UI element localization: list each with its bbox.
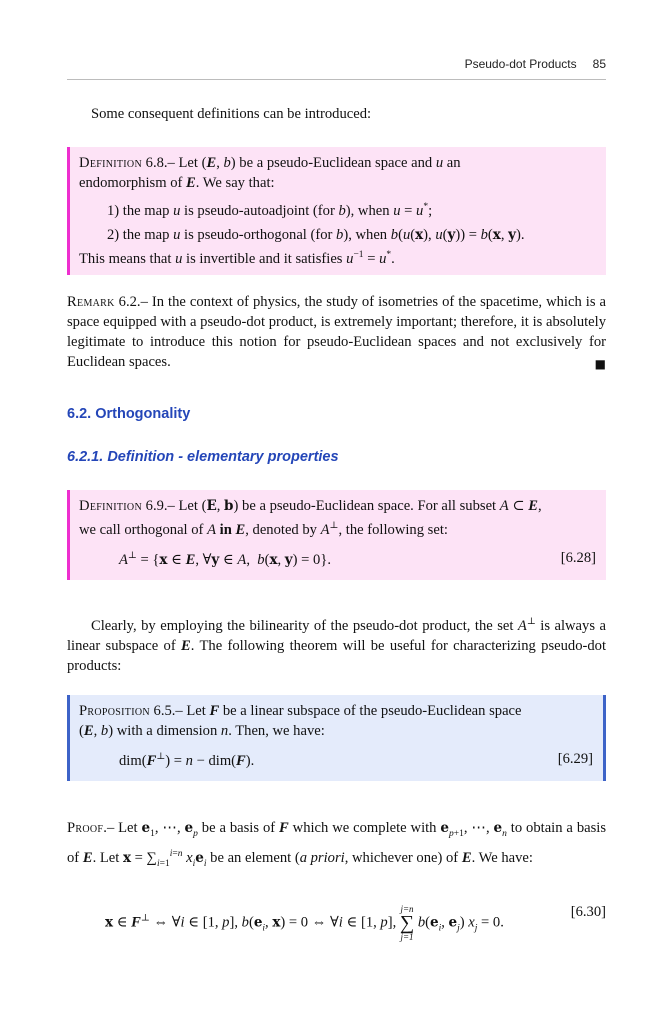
definition-line2-end: . We say that: — [195, 175, 275, 191]
proof-p6: be an element ( — [210, 849, 300, 866]
proposition-line1: Proposition 6.5.– Let F be a linear subspace of the pseudo-Euclidean space — [79, 703, 522, 719]
summation-symbol: j=n ∑ j=1 — [399, 904, 415, 942]
definition-text: be a pseudo-Euclidean space and — [239, 155, 433, 171]
proof-label: Proof — [67, 820, 104, 836]
definition-number: 6.8.– Let — [145, 155, 198, 171]
def69-part2d: , the following set: — [338, 521, 448, 538]
equation-6-28-formula: A⊥ = {x ∈ E, ∀y ∈ A, b(x, y) = 0}. — [119, 550, 331, 568]
proof-p4: basis of — [67, 820, 606, 866]
proof-a-priori: a priori — [299, 849, 345, 866]
definition-label: Definition — [79, 498, 142, 514]
prop-part3: . Then, we have: — [228, 723, 325, 739]
definition-6-8-last: This means that u is invertible and it satisfies $u^{-1} = u^*$. — [79, 249, 395, 267]
proof-p8: . We have: — [471, 849, 533, 866]
definition-6-8-line1: Definition 6.8.– Let (E, b) be a pseudo-Euclidean space and u an — [79, 155, 461, 171]
remark-6-2 — [67, 292, 606, 374]
proof-p2: which we complete with — [292, 820, 437, 836]
qed-square-icon: ■ — [594, 357, 606, 371]
clearly-p1: Clearly, by employing the bilinearity of the pseudo-dot product, the set — [91, 617, 514, 634]
definition-label: Definition — [79, 155, 142, 171]
proof-p7: , whichever one) of — [344, 849, 459, 866]
definition-6-9-box — [67, 490, 606, 580]
means-prefix: This means that — [79, 250, 172, 267]
item2-prefix: 2) the map — [107, 226, 170, 243]
def69-part2b: in — [219, 521, 232, 538]
prop-part2: with a dimension — [116, 723, 218, 739]
means-mid: is invertible and it satisfies — [186, 250, 343, 267]
proof-paragraph: Proof.– Let $e_1$, ⋯, $e_p$ be a basis of F which we complete with $e_{p+1}$, ⋯, $e_n$ to obtain a basis of E. Let $x = \sum_{i=1}^{i=n}$ $x_ie_i$ be an element (a priori, whichever one) of E. We have: — [67, 820, 606, 869]
paragraph-clearly: Clearly, by employing the bilinearity of the pseudo-dot product, the set A⊥ is always a linear subspace of E. The following theorem will be useful for characterizing pseudo-dot products: — [67, 617, 606, 674]
item1-when: ), when — [345, 202, 390, 219]
def69-part2: we call orthogonal of — [79, 521, 204, 538]
proposition-label: Proposition — [79, 703, 150, 719]
subsection-heading — [67, 449, 339, 465]
clearly-p2: is always a linear subspace of — [67, 617, 606, 654]
def69-part2c: , denoted by — [245, 521, 317, 538]
remark-number: 6.2.– — [118, 294, 148, 310]
running-title: Pseudo-dot Products — [464, 57, 577, 71]
running-header — [67, 57, 606, 80]
proposition-line2: (E, b) with a dimension n. Then, we have: — [79, 723, 325, 739]
remark-label: Remark — [67, 294, 115, 310]
prop-part1: be a linear subspace of the pseudo-Euclidean space — [222, 703, 522, 719]
proof-dash: .– Let — [103, 820, 138, 836]
proposition-number: 6.5.– Let — [153, 703, 206, 719]
definition-6-8-box — [67, 147, 606, 275]
item1-prefix: 1) the map — [107, 202, 170, 219]
intro-text: Some consequent definitions can be introduced: — [91, 106, 372, 122]
page-number: 85 — [592, 57, 606, 71]
remark-text: In the context of physics, the study of isometries of the spacetime, which is a space equipped with a pseudo-dot product, is extremely important; therefore, it is absolutely legitimate to introduce this notion for pseudo-Euclidean spaces and not exclusively for Euclidean spaces. — [67, 294, 606, 370]
equation-6-30-formula: x ∈ F⊥ ⇔ ∀i ∈ [1, p], $b(e_i$, x) = 0 ⇔ ∀i ∈ [1, p], j=n ∑ j=1 $b(e_i$, $e_j$) $x_j = 0$. — [105, 904, 504, 942]
definition-6-8-line2: endomorphism of E. We say that: — [79, 175, 275, 191]
definition-item-2: 2) the map u is pseudo-orthogonal (for b), when b(u(x), u(y)) = b(x, y). — [107, 226, 525, 243]
definition-6-9-line2: we call orthogonal of A in E, denoted by A⊥, the following set: — [79, 521, 448, 538]
definition-line2-text: endomorphism of — [79, 175, 183, 191]
equation-number: [6.30] — [570, 904, 606, 920]
definition-6-9-line1: Definition 6.9.– Let (E, b) be a pseudo-Euclidean space. For all subset A ⊂ E, — [79, 498, 542, 514]
subsection-number: 6.2.1. — [67, 449, 104, 465]
definition-number: 6.9.– Let — [145, 498, 198, 514]
intro-paragraph — [67, 104, 606, 124]
equation-6-28 — [79, 548, 596, 574]
definition-text-an: an — [446, 155, 461, 171]
def69-part1: be a pseudo-Euclidean space. For all subset — [242, 498, 497, 514]
equation-6-29-formula: dim(F⊥) = n − dim(F). — [119, 752, 255, 769]
proof-p5: . Let — [92, 849, 120, 866]
proposition-6-5-box — [67, 695, 606, 781]
equation-number: [6.29] — [557, 751, 593, 767]
section-number: 6.2. — [67, 406, 92, 422]
subsection-title: Definition - elementary properties — [107, 449, 339, 465]
definition-item-1: 1) the map u is pseudo-autoadjoint (for b), when u = u*; — [107, 202, 433, 219]
equation-number: [6.28] — [560, 549, 596, 566]
section-title: Orthogonality — [95, 406, 191, 422]
proof-p3: to obtain a — [510, 820, 573, 836]
proof-p1: be a basis of — [201, 820, 276, 836]
section-heading — [67, 406, 190, 422]
item1-mid: is pseudo-autoadjoint (for — [184, 202, 335, 219]
equation-6-30 — [67, 890, 606, 942]
clearly-p3: . The following theorem will be useful for characterizing pseudo-dot products: — [67, 637, 606, 674]
item2-when: ), when — [343, 226, 388, 243]
item2-mid: is pseudo-orthogonal (for — [184, 226, 333, 243]
equation-6-29 — [79, 749, 593, 775]
